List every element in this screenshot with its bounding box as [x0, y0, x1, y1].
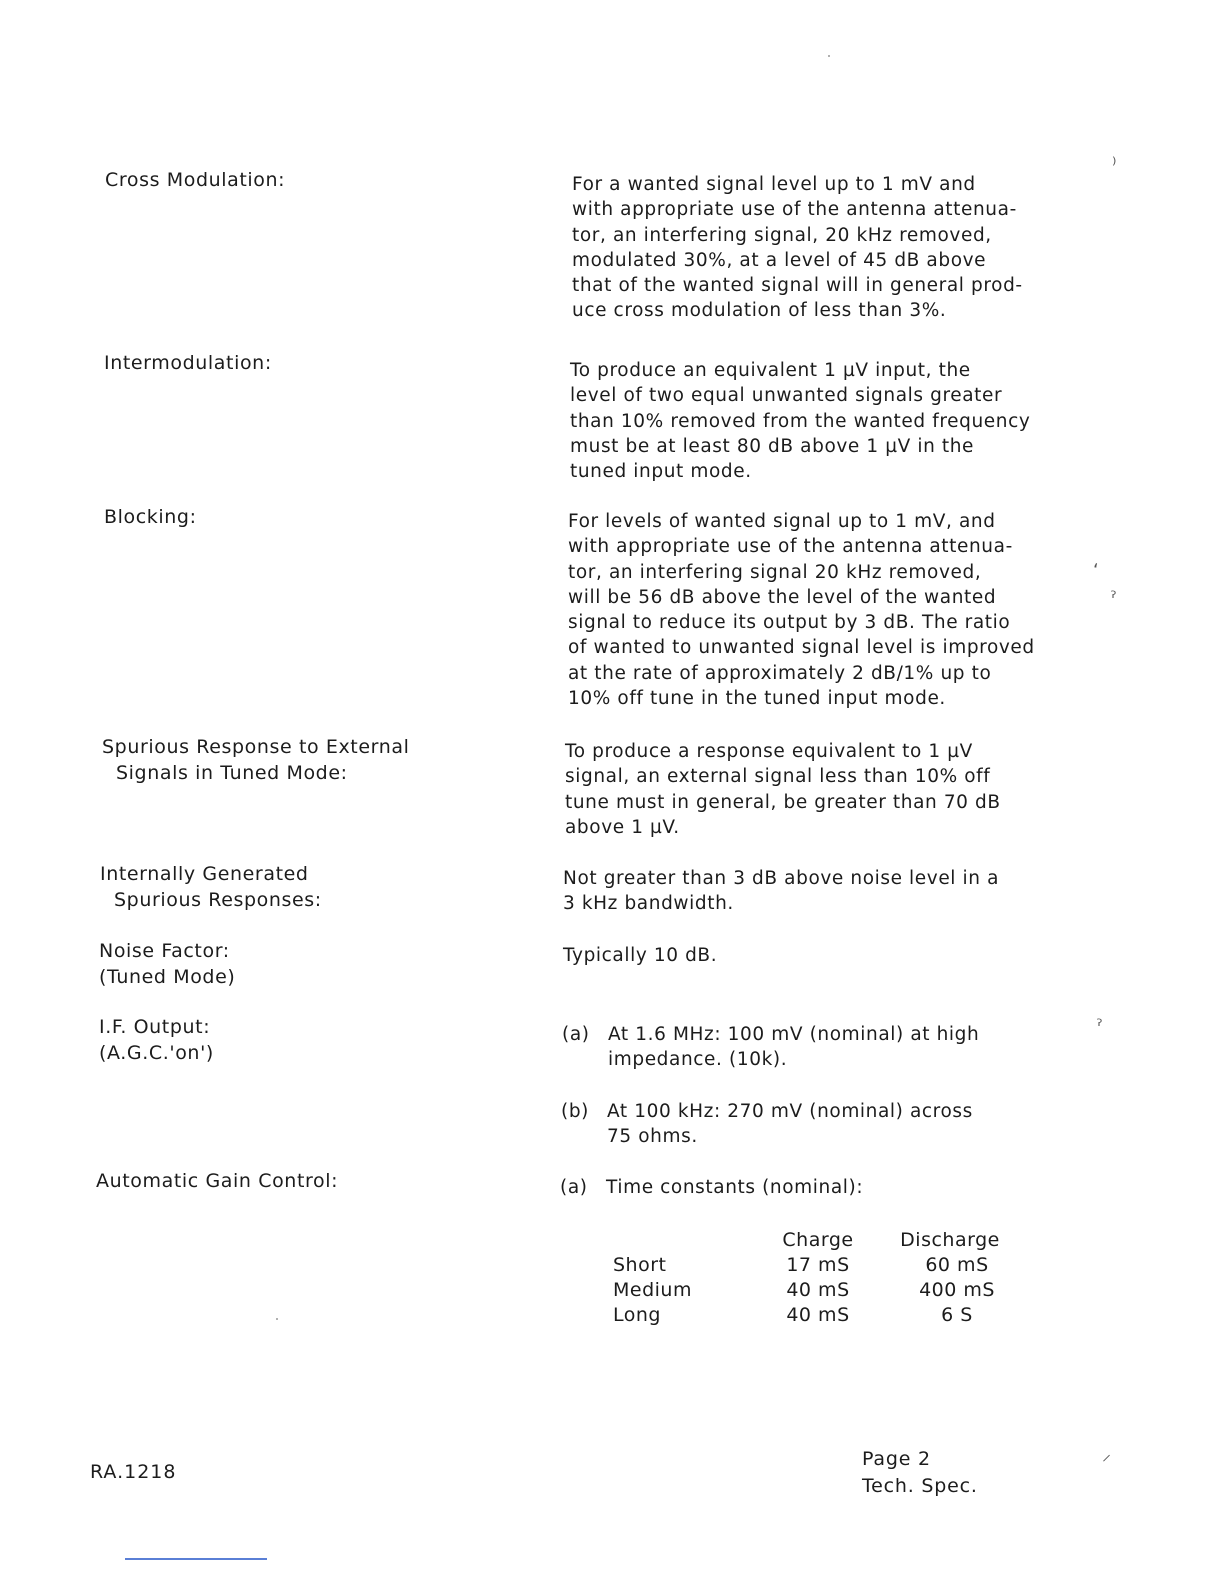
item-body: At 1.6 MHz: 100 mV (nominal) at high impedance. (10k).	[608, 1024, 980, 1071]
spec-text-blocking: For levels of wanted signal up to 1 mV, and with appropriate use of the antenna attenua- tor, an interfering signal 20 kHz removed, will be 56 dB above the level of the wanted signal to reduce its output by 3 dB. The ratio of wanted to unwanted signal level is improved at the rate of approximately 2 dB/1% up to 10% off tune in the tuned input mode.	[568, 511, 1035, 710]
scan-mark: ˀ	[1110, 588, 1117, 609]
agc-time-constants-table	[613, 1228, 1027, 1328]
spec-text-noise-factor: Typically 10 dB.	[563, 945, 718, 966]
spec-text-cross-modulation: For a wanted signal level up to 1 mV and with appropriate use of the antenna attenua- tor, an interfering signal, 20 kHz removed, modulated 30%, at a level of 45 dB above that of the wanted signal will in general prod- uce cross modulation of less than 3%.	[572, 174, 1023, 322]
spec-label-agc: Automatic Gain Control:	[96, 1170, 339, 1192]
scan-dot	[276, 1318, 278, 1320]
table-row: Short 17 mS 60 mS	[613, 1254, 989, 1276]
spec-label-internal-spurious: Internally Generated Spurious Responses:	[100, 863, 322, 911]
agc-item-a	[560, 1175, 1020, 1201]
item-body: At 100 kHz: 270 mV (nominal) across 75 ohms.	[607, 1101, 973, 1148]
scan-underline	[125, 1558, 267, 1560]
item-marker: (a)	[560, 1177, 588, 1198]
section-name: Tech. Spec.	[862, 1475, 978, 1497]
if-output-item-b	[561, 1099, 1021, 1151]
page-footer	[862, 1446, 978, 1500]
page-number: Page 2	[862, 1448, 931, 1470]
scan-mark: ˀ	[1096, 1016, 1103, 1037]
spec-label-blocking: Blocking:	[104, 506, 197, 528]
spec-label-cross-modulation: Cross Modulation:	[105, 169, 286, 191]
document-id: RA.1218	[90, 1461, 177, 1483]
if-output-item-a	[562, 1022, 1022, 1074]
scan-mark: ʻ	[1093, 560, 1099, 581]
spec-text-intermodulation: To produce an equivalent 1 µV input, the level of two equal unwanted signals greater than 10% removed from the wanted frequency must be at least 80 dB above 1 µV in the tuned input mode.	[570, 360, 1031, 483]
spec-label-spurious-external: Spurious Response to External Signals in Tuned Mode:	[102, 736, 410, 784]
spec-text-spurious-external: To produce a response equivalent to 1 µV signal, an external signal less than 10% off tune must in general, be greater than 70 dB above 1 µV.	[565, 741, 1001, 838]
scan-mark: ⸝	[1102, 1444, 1111, 1465]
item-marker: (a)	[562, 1024, 590, 1045]
spec-label-intermodulation: Intermodulation:	[104, 352, 272, 374]
table-row: Medium 40 mS 400 mS	[613, 1279, 995, 1301]
table-row: Long 40 mS 6 S	[613, 1304, 973, 1326]
spec-label-noise-factor: Noise Factor: (Tuned Mode)	[99, 940, 236, 988]
spec-label-if-output: I.F. Output: (A.G.C.'on')	[99, 1016, 214, 1064]
table-header-row	[613, 1228, 1027, 1253]
column-header-charge: Charge	[782, 1229, 854, 1251]
spec-text-internal-spurious: Not greater than 3 dB above noise level in a 3 kHz bandwidth.	[563, 868, 1000, 915]
scan-dot	[828, 55, 830, 57]
column-header-discharge: Discharge	[900, 1229, 1000, 1251]
item-marker: (b)	[561, 1101, 589, 1122]
scan-mark: ⁾	[1112, 154, 1117, 175]
item-body: Time constants (nominal):	[606, 1177, 864, 1198]
